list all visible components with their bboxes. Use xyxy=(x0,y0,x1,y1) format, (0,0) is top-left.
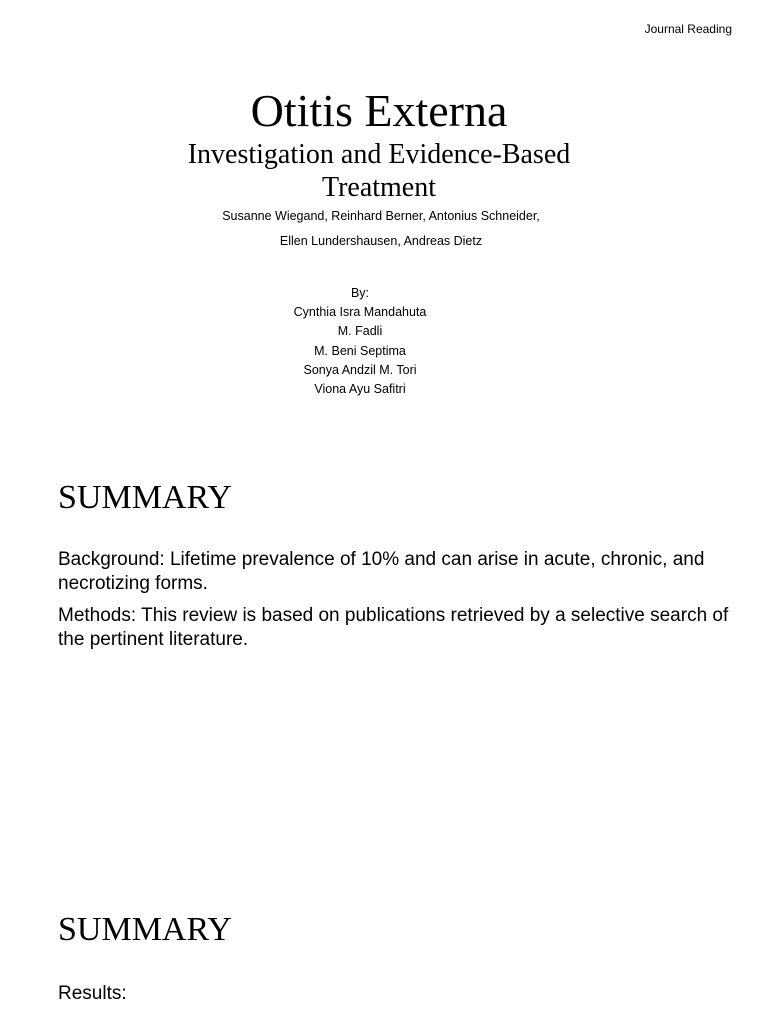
document-subtitle xyxy=(0,138,758,204)
subtitle-line: Investigation and Evidence-Based xyxy=(187,139,571,170)
presenter-name: M. Beni Septima xyxy=(314,343,406,358)
methods-paragraph: Methods: This review is based on publications retrieved by a selective search of the pertinent literature. xyxy=(58,605,729,650)
presenter-name: M. Fadli xyxy=(337,324,383,339)
journal-reading-tag: Journal Reading xyxy=(644,22,732,36)
title-slide xyxy=(0,0,768,440)
summary-heading: SUMMARY xyxy=(58,479,232,516)
summary-body xyxy=(58,982,738,1014)
document-title: Otitis Externa xyxy=(250,85,508,136)
results-label: Results: xyxy=(58,983,127,1004)
author-line: Susanne Wiegand, Reinhard Berner, Antonius Schneider, xyxy=(222,209,540,223)
presenter-list xyxy=(0,284,720,399)
summary-slide-2 xyxy=(58,910,738,1004)
presenter-name: Cynthia Isra Mandahuta xyxy=(293,305,427,320)
subtitle-line: Treatment xyxy=(321,172,437,203)
presenter-name: Viona Ayu Safitri xyxy=(314,382,406,397)
summary-body xyxy=(58,548,738,660)
presenter-name: Sonya Andzil M. Tori xyxy=(303,362,417,377)
background-paragraph: Background: Lifetime prevalence of 10% and can arise in acute, chronic, and necrotizing forms. xyxy=(58,549,705,594)
summary-heading: SUMMARY xyxy=(58,911,232,948)
summary-slide-1 xyxy=(58,478,738,650)
author-list xyxy=(0,204,762,254)
author-line: Ellen Lundershausen, Andreas Dietz xyxy=(279,234,483,248)
by-label: By: xyxy=(350,286,370,300)
